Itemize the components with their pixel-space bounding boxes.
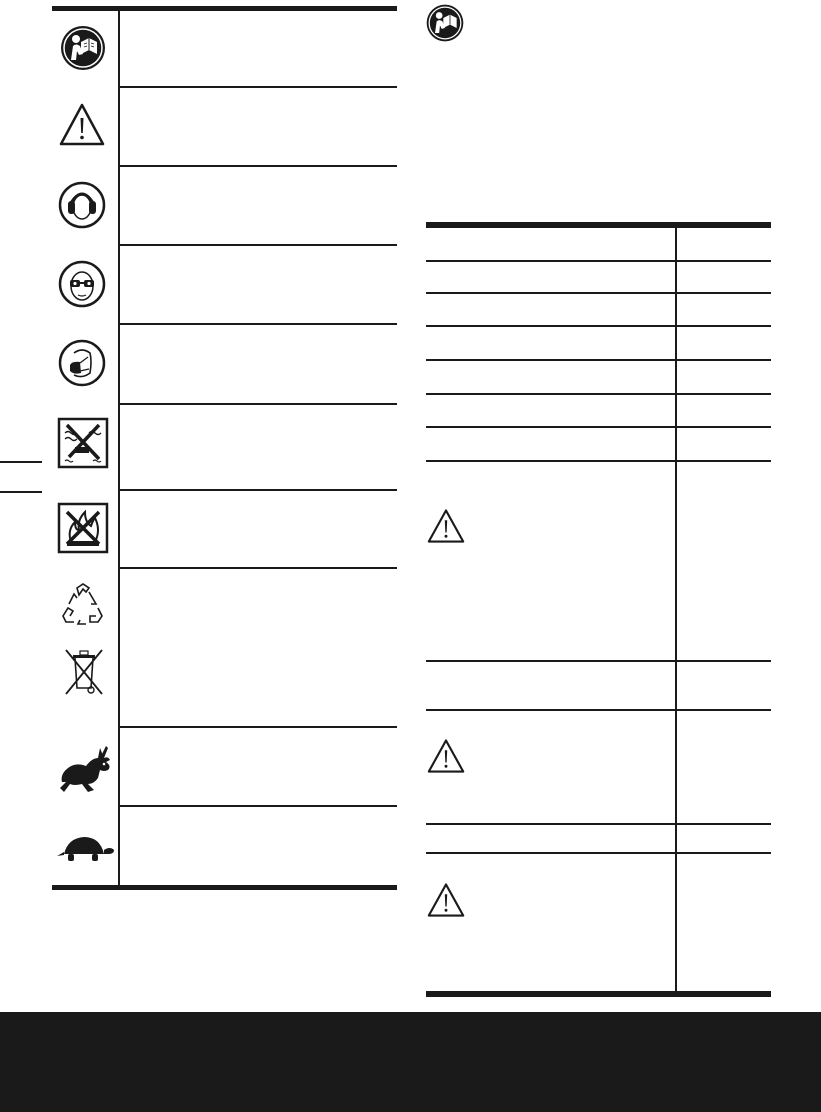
table-column-divider xyxy=(675,222,677,997)
table-row-divider xyxy=(118,726,397,728)
read-manual-icon xyxy=(59,24,107,72)
eye-protection-icon xyxy=(58,260,106,308)
table-column-divider xyxy=(118,6,120,890)
table-row-divider xyxy=(426,393,771,395)
table-row-divider xyxy=(426,852,771,854)
table-row-divider xyxy=(426,660,771,662)
table-row-divider xyxy=(118,323,397,325)
table-row-divider xyxy=(426,292,771,294)
table-row-divider xyxy=(118,489,397,491)
table-row-divider xyxy=(118,86,397,88)
warning-triangle-icon xyxy=(426,738,466,774)
table-bottom-rule xyxy=(52,885,397,890)
slow-speed-tortoise-icon xyxy=(54,832,116,864)
table-row-divider xyxy=(426,260,771,262)
table-top-rule xyxy=(52,6,397,11)
table-row-divider xyxy=(426,325,771,327)
table-row-divider xyxy=(118,403,397,405)
table-row-divider xyxy=(118,567,397,569)
specifications-table xyxy=(426,222,771,997)
table-row-divider xyxy=(426,460,771,462)
table-row-divider xyxy=(426,426,771,428)
do-not-expose-to-rain-icon xyxy=(57,417,109,469)
table-row-divider xyxy=(426,823,771,825)
table-row-divider xyxy=(118,805,397,807)
ear-protection-icon xyxy=(58,181,106,229)
footer-band xyxy=(0,1012,821,1112)
dust-mask-icon xyxy=(58,339,106,387)
read-manual-icon xyxy=(425,3,465,43)
table-top-rule xyxy=(426,222,771,228)
recycle-icon xyxy=(60,582,106,628)
warning-triangle-icon xyxy=(58,102,106,148)
do-not-burn-icon xyxy=(57,502,109,554)
table-row-divider xyxy=(426,709,771,711)
margin-tab-mark xyxy=(0,461,42,463)
warning-triangle-icon xyxy=(426,882,466,918)
fast-speed-rabbit-icon xyxy=(54,744,116,796)
warning-triangle-icon xyxy=(426,508,466,544)
table-bottom-rule xyxy=(426,991,771,997)
margin-tab-mark xyxy=(0,491,42,493)
symbols-table xyxy=(52,6,397,890)
crossed-out-wheelie-bin-icon xyxy=(62,646,106,698)
table-row-divider xyxy=(118,244,397,246)
table-row-divider xyxy=(426,359,771,361)
table-row-divider xyxy=(118,165,397,167)
